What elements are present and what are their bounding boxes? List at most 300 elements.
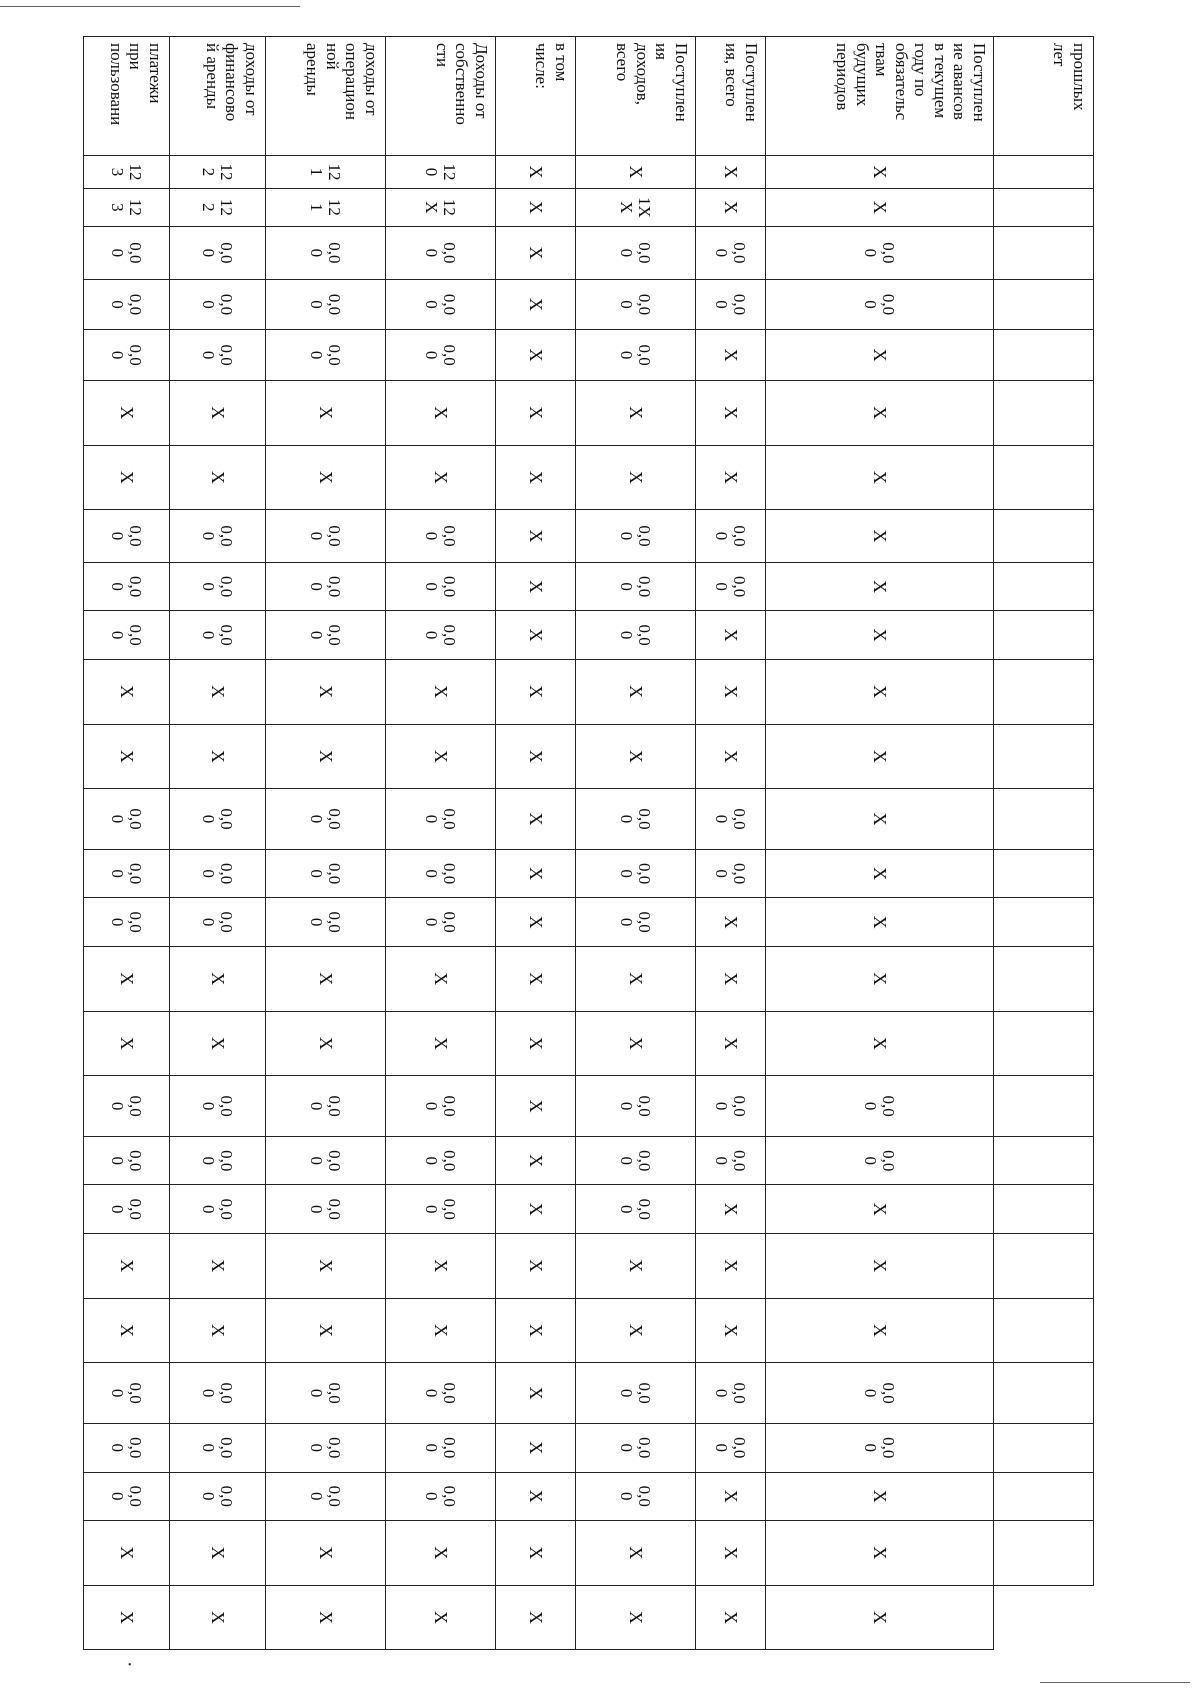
table-cell [994, 1521, 1094, 1586]
top-rule [0, 6, 300, 7]
cell-value: 0,0 0 [617, 575, 655, 598]
table-cell [696, 1472, 766, 1521]
cell-value: 0,0 0 [712, 808, 750, 830]
table-cell [386, 1472, 496, 1521]
table-cell [576, 156, 696, 188]
table-cell [266, 1076, 386, 1137]
cell-value: X [720, 1489, 741, 1503]
table-cell [496, 849, 576, 898]
cell-value: 0,0 0 [712, 1437, 750, 1459]
table-cell [170, 227, 266, 280]
table-cell [994, 380, 1094, 445]
cell-value: X [869, 1259, 890, 1273]
table-cell [696, 1363, 766, 1424]
cell-value: 12 X [422, 198, 460, 216]
table-cell [170, 1011, 266, 1076]
table-cell [496, 227, 576, 280]
cell-value: X [207, 749, 228, 763]
table-cell [994, 1233, 1094, 1298]
table-cell [696, 279, 766, 330]
cell-value: X [525, 529, 546, 543]
cell-value: 12 3 [108, 198, 146, 216]
table-cell [170, 1424, 266, 1473]
table-cell [84, 510, 170, 563]
cell-value: X [315, 1259, 336, 1273]
cell-value: X [430, 470, 451, 484]
cell-value: X [625, 406, 646, 420]
cell-value: X [869, 1489, 890, 1503]
cell-value: 0,0 0 [307, 293, 345, 316]
table-cell [386, 1521, 496, 1586]
cell-value: 0,0 0 [307, 1382, 345, 1404]
table-cell [386, 1363, 496, 1424]
cell-value: 0,0 0 [199, 293, 237, 316]
cell-value: X [207, 1546, 228, 1560]
cell-value: X [525, 1489, 546, 1503]
cell-value: X [625, 1611, 646, 1625]
table-cell [266, 380, 386, 445]
table-cell [170, 789, 266, 850]
cell-value: X [720, 1323, 741, 1337]
table-cell [766, 1472, 994, 1521]
row-label [170, 37, 266, 156]
cell-value: X [116, 1611, 137, 1625]
table-cell [496, 380, 576, 445]
table-cell [766, 156, 994, 188]
table-cell [576, 849, 696, 898]
table-cell [994, 849, 1094, 898]
table-cell [766, 562, 994, 611]
table-cell [766, 1585, 994, 1650]
table-cell [576, 724, 696, 789]
cell-value: X [869, 1611, 890, 1625]
cell-value: 0,0 0 [617, 863, 655, 885]
table-cell [766, 1298, 994, 1363]
table-cell [266, 1136, 386, 1185]
cell-value: 0,0 0 [861, 293, 899, 316]
table-cell [170, 562, 266, 611]
cell-value: X [525, 628, 546, 642]
cell-value: X [720, 685, 741, 699]
cell-value: X [207, 1323, 228, 1337]
cell-value: 0,0 0 [199, 1198, 237, 1220]
table-cell [696, 562, 766, 611]
table-cell [170, 330, 266, 381]
row-label-text: платежи при пользовани [106, 43, 165, 126]
cell-value: X [720, 915, 741, 929]
cell-value: X [625, 470, 646, 484]
cell-value: X [625, 165, 646, 179]
cell-value: X [720, 749, 741, 763]
table-cell [696, 330, 766, 381]
cell-value: 0,0 0 [617, 525, 655, 547]
cell-value: X [315, 1323, 336, 1337]
rotated-table-frame [84, 36, 1094, 1650]
cell-value: X [315, 972, 336, 986]
table-cell [84, 1298, 170, 1363]
cell-value: X [525, 246, 546, 260]
table-cell [696, 946, 766, 1011]
table-cell [386, 188, 496, 226]
table-cell [496, 156, 576, 188]
cell-value: 0,0 0 [617, 1485, 655, 1507]
table-cell [766, 380, 994, 445]
table-cell [994, 188, 1094, 226]
table-cell [496, 724, 576, 789]
cell-value: X [525, 915, 546, 929]
cell-value: 0,0 0 [422, 242, 460, 264]
cell-value: X [116, 1259, 137, 1273]
cell-value: 0,0 0 [108, 1095, 146, 1117]
cell-value: 0,0 0 [422, 344, 460, 366]
cell-value: 0,0 0 [199, 525, 237, 547]
cell-value: X [625, 749, 646, 763]
cell-value: 0,0 0 [861, 1382, 899, 1404]
table-cell [994, 611, 1094, 660]
cell-value: 0,0 0 [199, 911, 237, 933]
table-cell [576, 562, 696, 611]
cell-value: 0,0 0 [199, 242, 237, 264]
table-cell [496, 1472, 576, 1521]
table-cell [994, 1136, 1094, 1185]
cell-value: X [869, 685, 890, 699]
cell-value: X [525, 580, 546, 594]
cell-value: 0,0 0 [617, 808, 655, 830]
cell-value: 0,0 0 [108, 293, 146, 316]
cell-value: X [525, 200, 546, 214]
table-cell [696, 156, 766, 188]
cell-value: 0,0 0 [422, 1198, 460, 1220]
table-cell [84, 1585, 170, 1650]
cell-value: X [207, 1611, 228, 1625]
table-cell [994, 1472, 1094, 1521]
row-label [496, 37, 576, 156]
cell-value: X [207, 406, 228, 420]
table-cell [696, 1076, 766, 1137]
table-cell [170, 156, 266, 188]
cell-value: X [869, 470, 890, 484]
table-cell [994, 898, 1094, 947]
table-cell [386, 279, 496, 330]
table-cell [994, 1011, 1094, 1076]
cell-value: X [625, 1323, 646, 1337]
row-label [994, 37, 1094, 156]
table-cell [84, 946, 170, 1011]
cell-value: X [869, 1323, 890, 1337]
table-cell [576, 789, 696, 850]
cell-value: X [207, 685, 228, 699]
table-cell [170, 1185, 266, 1234]
table-cell [84, 1136, 170, 1185]
cell-value: X [430, 1611, 451, 1625]
table-cell [170, 1136, 266, 1185]
table-cell [84, 849, 170, 898]
cell-value: 0,0 0 [108, 911, 146, 933]
table-cell [766, 445, 994, 510]
table-cell [766, 330, 994, 381]
table-cell [266, 1585, 386, 1650]
table-cell [84, 1011, 170, 1076]
table-cell [576, 1472, 696, 1521]
cell-value: X [720, 972, 741, 986]
table-cell [170, 1472, 266, 1521]
cell-value: 0,0 0 [307, 575, 345, 598]
table-row [766, 37, 994, 1650]
table-cell [84, 562, 170, 611]
cell-value: X [207, 1036, 228, 1050]
table-cell [170, 898, 266, 947]
table-cell [696, 1424, 766, 1473]
table-cell [386, 849, 496, 898]
table-cell [696, 510, 766, 563]
table-cell [266, 898, 386, 947]
table-cell [386, 659, 496, 724]
table-cell [266, 659, 386, 724]
cell-value: 0,0 0 [617, 1437, 655, 1459]
table-cell [496, 562, 576, 611]
table-cell [576, 1298, 696, 1363]
cell-value: X [525, 1323, 546, 1337]
cell-value: X [430, 406, 451, 420]
table-cell [170, 188, 266, 226]
table-cell [576, 380, 696, 445]
cell-value: X [525, 685, 546, 699]
table-cell [496, 1185, 576, 1234]
table-cell [170, 1363, 266, 1424]
table-cell [266, 188, 386, 226]
cell-value: X [869, 812, 890, 826]
table-cell [766, 279, 994, 330]
table-cell [496, 445, 576, 510]
table-cell [696, 227, 766, 280]
row-label-text: Поступлен ие авансов в текущем году по обязательс твам будущих периодов [833, 43, 989, 122]
table-cell [84, 898, 170, 947]
table-cell [170, 445, 266, 510]
table-cell [766, 611, 994, 660]
table-cell [576, 1136, 696, 1185]
table-cell [84, 611, 170, 660]
table-cell [266, 1298, 386, 1363]
cell-value: 0,0 0 [861, 1437, 899, 1459]
cell-value: X [430, 972, 451, 986]
table-cell [170, 724, 266, 789]
table-cell [994, 946, 1094, 1011]
cell-value: X [720, 470, 741, 484]
cell-value: X [720, 200, 741, 214]
cell-value: 0,0 0 [617, 1095, 655, 1117]
table-cell [84, 445, 170, 510]
table-row [266, 37, 386, 1650]
cell-value: 0,0 0 [712, 1150, 750, 1172]
row-label-text: Доходы от собственно сти [432, 43, 491, 125]
table-cell [696, 1298, 766, 1363]
table-cell [170, 1585, 266, 1650]
table-cell [266, 227, 386, 280]
table-cell [84, 659, 170, 724]
table-cell [266, 611, 386, 660]
row-label-text: доходы от финансово й аренды [202, 43, 261, 122]
cell-value: 0,0 0 [307, 911, 345, 933]
table-row [696, 37, 766, 1650]
cell-value: 0,0 0 [422, 575, 460, 598]
table-cell [496, 188, 576, 226]
table-cell [386, 1076, 496, 1137]
cell-value: 0,0 0 [108, 1150, 146, 1172]
table-cell [994, 279, 1094, 330]
cell-value: 0,0 0 [199, 863, 237, 885]
cell-value: X [116, 1546, 137, 1560]
cell-value: 0,0 0 [108, 525, 146, 547]
table-cell [696, 1011, 766, 1076]
table-cell [766, 946, 994, 1011]
row-label-text: Поступлен ия, всего [722, 43, 761, 122]
cell-value: 0,0 0 [199, 575, 237, 598]
table-row [496, 37, 576, 1650]
table-cell [994, 156, 1094, 188]
table-cell [994, 1298, 1094, 1363]
table-cell [386, 380, 496, 445]
row-label-text: Поступлен ия доходов, всего [613, 43, 691, 122]
table-cell [766, 659, 994, 724]
table-cell [994, 724, 1094, 789]
table-cell [496, 1424, 576, 1473]
bottom-rule [1040, 1682, 1190, 1683]
row-label [696, 37, 766, 156]
cell-value: X [207, 1259, 228, 1273]
table-cell [266, 849, 386, 898]
table-cell [84, 1363, 170, 1424]
table-cell [170, 849, 266, 898]
table-cell [994, 227, 1094, 280]
table-cell [266, 562, 386, 611]
cell-value: 0,0 0 [199, 1437, 237, 1459]
cell-value: 12 1 [307, 163, 345, 181]
table-cell [170, 510, 266, 563]
table-cell [266, 1424, 386, 1473]
cell-value: X [525, 406, 546, 420]
cell-value: X [525, 749, 546, 763]
row-label [766, 37, 994, 156]
table-cell [766, 1185, 994, 1234]
table-cell [266, 445, 386, 510]
cell-value: 0,0 0 [617, 1150, 655, 1172]
table-cell [386, 1185, 496, 1234]
table-cell [576, 898, 696, 947]
cell-value: X [869, 200, 890, 214]
cell-value: 0,0 0 [307, 344, 345, 366]
table-cell [84, 789, 170, 850]
table-cell [84, 1521, 170, 1586]
cell-value: 0,0 0 [199, 1150, 237, 1172]
table-cell [170, 659, 266, 724]
table-cell [386, 330, 496, 381]
cell-value: 0,0 0 [617, 344, 655, 366]
cell-value: 0,0 0 [108, 624, 146, 646]
table-cell [386, 898, 496, 947]
cell-value: 0,0 0 [307, 1437, 345, 1459]
cell-value: 12 3 [108, 163, 146, 181]
table-cell [576, 1585, 696, 1650]
table-cell [386, 1136, 496, 1185]
table-cell [84, 380, 170, 445]
table-cell [496, 946, 576, 1011]
table-cell [84, 156, 170, 188]
cell-value: 0,0 0 [108, 575, 146, 598]
cell-value: X [869, 1202, 890, 1216]
table-cell [84, 1076, 170, 1137]
cell-value: X [525, 1259, 546, 1273]
cell-value: X [207, 470, 228, 484]
cell-value: X [525, 1611, 546, 1625]
table-cell [496, 1011, 576, 1076]
cell-value: X [430, 1259, 451, 1273]
cell-value: X [525, 1546, 546, 1560]
cell-value: 0,0 0 [307, 1485, 345, 1507]
table-cell [696, 1585, 766, 1650]
table-cell [266, 946, 386, 1011]
cell-value: 0,0 0 [108, 1198, 146, 1220]
cell-value: 12 2 [199, 163, 237, 181]
cell-value: X [720, 1259, 741, 1273]
row-label [576, 37, 696, 156]
table-cell [170, 279, 266, 330]
cell-value: 0,0 0 [108, 863, 146, 885]
table-cell [766, 188, 994, 226]
table-cell [696, 898, 766, 947]
table-cell [576, 279, 696, 330]
cell-value: X [720, 1202, 741, 1216]
table-cell [496, 330, 576, 381]
table-cell [266, 1472, 386, 1521]
cell-value: X [315, 685, 336, 699]
table-cell [994, 1363, 1094, 1424]
table-cell [170, 1298, 266, 1363]
table-cell [766, 849, 994, 898]
table-cell [576, 1424, 696, 1473]
table-cell [386, 611, 496, 660]
cell-value: X [525, 1036, 546, 1050]
cell-value: 0,0 0 [422, 911, 460, 933]
table-cell [766, 724, 994, 789]
cell-value: X [315, 1036, 336, 1050]
cell-value: X [625, 1036, 646, 1050]
cell-value: X [525, 470, 546, 484]
table-cell [696, 659, 766, 724]
cell-value: 0,0 0 [617, 624, 655, 646]
table-cell [496, 611, 576, 660]
cell-value: X [869, 915, 890, 929]
cell-value: 0,0 0 [712, 293, 750, 316]
cell-value: 0,0 0 [712, 863, 750, 885]
cell-value: 0,0 0 [712, 1382, 750, 1404]
cell-value: X [869, 972, 890, 986]
cell-value: 0,0 0 [861, 1095, 899, 1117]
cell-value: X [869, 1546, 890, 1560]
table-cell [576, 1363, 696, 1424]
cell-value: X [116, 470, 137, 484]
table-cell [576, 227, 696, 280]
cell-value: X [720, 406, 741, 420]
table-cell [576, 510, 696, 563]
cell-value: 0,0 0 [422, 1485, 460, 1507]
cell-value: X [625, 972, 646, 986]
table-cell [386, 227, 496, 280]
cell-value: 0,0 0 [712, 525, 750, 547]
cell-value: 0,0 0 [617, 242, 655, 264]
cell-value: 1X X [617, 196, 655, 218]
table-cell [266, 1521, 386, 1586]
cell-value: 0,0 0 [422, 1095, 460, 1117]
